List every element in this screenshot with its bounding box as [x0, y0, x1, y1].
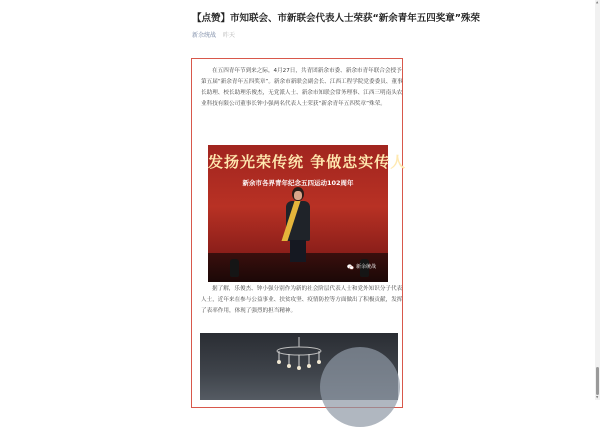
article-paragraph-1: 在五四青年节到来之际，4月27日，共青团新余市委、新余市青年联合会授予第五届“新余青年五四奖章”。新余市新联会副会长、江西工程学院党委委员、董事长助理、校长助理乐俊杰，无党派人士、新余市知联会常务理事、江西三明南头农业科技有限公司董事长钟小强两名代表人士荣获“新余青年五四奖章”殊荣。 [201, 68, 403, 107]
article-meta [192, 32, 235, 40]
second-article-photo[interactable] [200, 333, 398, 400]
page-scrollbar[interactable] [595, 0, 600, 400]
window-arch [320, 347, 400, 427]
scroll-down-arrow-icon[interactable]: ▼ [596, 395, 599, 399]
chandelier-icon [270, 337, 328, 377]
stage-lamp [230, 259, 239, 277]
watermark-label: 新余统战 [356, 264, 377, 270]
awardee-legs [290, 240, 306, 262]
article-title: 【点赞】市知联会、市新联会代表人士荣获“新余青年五四奖章”殊荣 [192, 13, 480, 24]
stage-banner-subtitle: 新余市各界青年纪念五四运动102周年 [242, 179, 354, 187]
stage-banner-slogan: 发扬光荣传统 争做忠实传人 [208, 153, 407, 171]
publish-date: 昨天 [222, 32, 235, 39]
article-paragraph-2: 据了解，乐俊杰、钟小强分别作为新的社会阶层代表人士和党外知识分子代表人士，近年来在参与公益事业、扶贫攻坚、疫情防控等方面做出了积极贡献，发挥了表率作用，体现了强烈的担当精神。 [201, 286, 403, 314]
award-ceremony-photo[interactable] [208, 145, 407, 282]
awardee-face [294, 191, 302, 200]
wechat-icon [347, 264, 354, 270]
scrollbar-thumb[interactable] [596, 367, 599, 395]
scroll-up-arrow-icon[interactable]: ▲ [596, 0, 599, 4]
source-account-link[interactable]: 新余统战 [192, 32, 217, 39]
photo-watermark [347, 263, 376, 270]
